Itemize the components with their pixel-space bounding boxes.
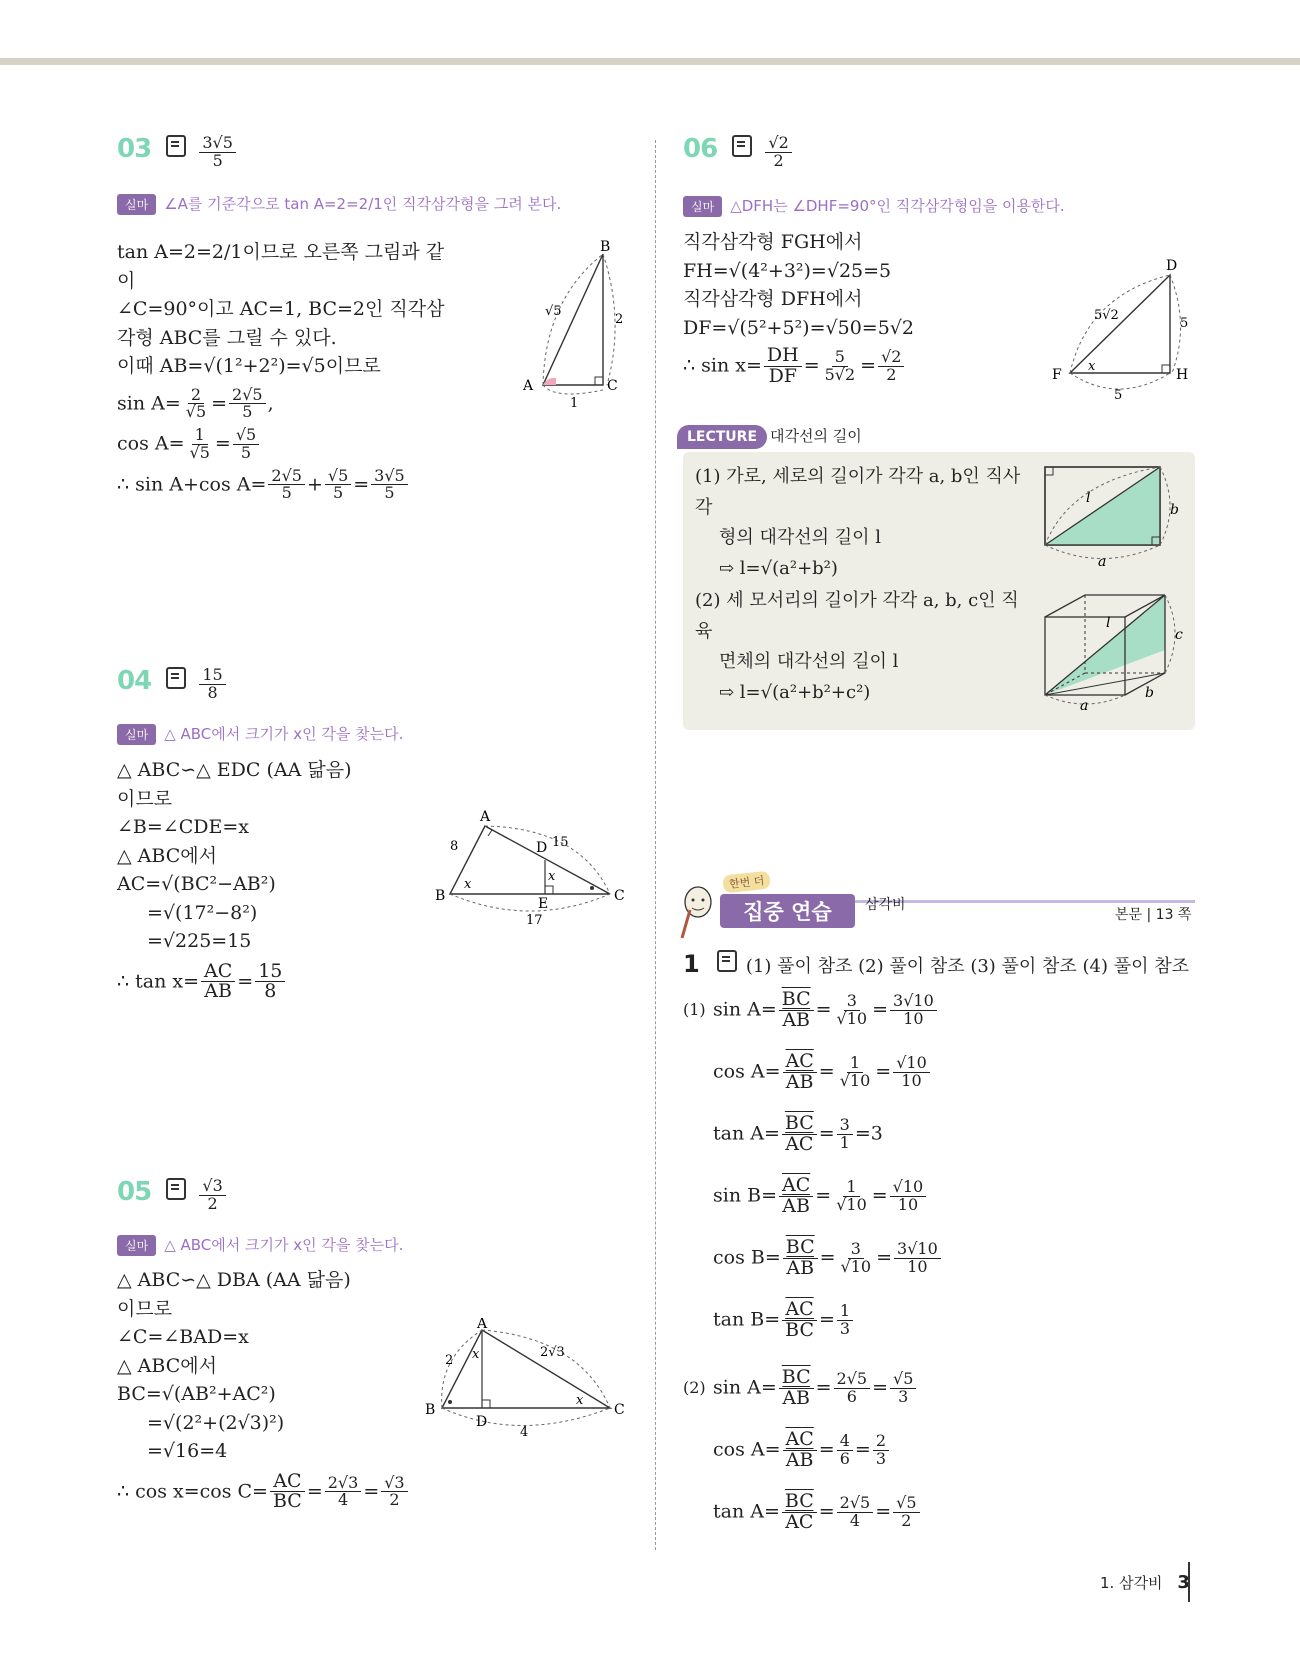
text-line: 면체의 대각선의 길이 l: [719, 651, 899, 673]
label-C: C: [607, 378, 618, 394]
equation-row: tan A= $\frac{\overline{BC}}{AC}$ = $\frac{2√5}{4}$ = $\frac{√5}{2}$: [713, 1492, 922, 1533]
q06-body: [683, 228, 1013, 387]
text-line: ⇨ l=√(a²+b²): [719, 557, 838, 579]
label-D: D: [536, 840, 548, 856]
q05-triangle-figure: [420, 1318, 630, 1438]
label-F: F: [1052, 367, 1062, 383]
q04-tan-line: ∴ tan x= $\frac{AC}{AB}$ = $\frac{15}{8}$: [117, 962, 417, 1003]
hint-tag: 실마: [683, 196, 722, 217]
q05-answer: $\frac{√3}{2}$: [199, 1178, 225, 1213]
q05-cos-line: ∴ cos x=cos C= $\frac{AC}{BC}$ = $\frac{2√3}{4}$ = $\frac{√3}{2}$: [117, 1472, 417, 1513]
q06-answer: $\frac{√2}{2}$: [765, 135, 791, 170]
text-line: AC=√(BC²−AB²): [117, 873, 276, 895]
text-line: △ ABC에서: [117, 844, 217, 867]
q03-body: [117, 238, 457, 502]
part-label: (1): [683, 1000, 706, 1019]
q06-triangle-figure: [1048, 255, 1198, 405]
text-line: △ ABC에서: [117, 1354, 217, 1377]
hint-text: △DFH는 ∠DHF=90°인 직각삼각형임을 이용한다.: [730, 197, 1065, 215]
text-line: 이므로: [117, 1297, 173, 1320]
cuboid-diagonal-figure: [1040, 585, 1200, 715]
label-x: x: [1088, 359, 1096, 374]
text-line: ∠B=∠CDE=x: [117, 816, 249, 838]
label-C: C: [614, 1402, 625, 1418]
focus-title: 집중 연습: [720, 894, 855, 928]
text-line: 직각삼각형 FGH에서: [683, 231, 863, 253]
hint-text: △ ABC에서 크기가 x인 각을 찾는다.: [164, 1236, 404, 1254]
label-B: B: [600, 240, 611, 255]
label-dh: 5: [1180, 316, 1189, 331]
answer-icon: [166, 667, 186, 689]
hint-tag: 실마: [117, 194, 156, 215]
text-line: 각형 ABC를 그릴 수 있다.: [117, 326, 337, 349]
text-line: 이므로: [117, 787, 173, 810]
text-line: ∠C=90°이고 AC=1, BC=2인 직각삼: [117, 298, 445, 320]
text-line: (2) 세 모서리의 길이가 각각 a, b, c인 직육: [695, 590, 1019, 642]
text-line: ∠C=∠BAD=x: [117, 1326, 249, 1348]
p1-answers: (1) 풀이 참조 (2) 풀이 참조 (3) 풀이 참조 (4) 풀이 참조: [745, 956, 1190, 977]
label-c: c: [1175, 627, 1183, 643]
label-fh: 5: [1114, 388, 1123, 403]
label-ab: 8: [450, 839, 459, 854]
q03-hint: [117, 193, 561, 215]
label-dc: 15: [552, 835, 569, 850]
equation-row: tan A= $\frac{\overline{BC}}{AC}$ = $\frac{3}{1}$ =3: [713, 1112, 883, 1155]
lecture-item-1: [695, 462, 1025, 584]
focus-topic: 삼각비: [865, 897, 906, 913]
part-label: (2): [683, 1378, 706, 1397]
q04-header: [117, 666, 228, 702]
label-B: B: [435, 888, 446, 904]
text-line: 형의 대각선의 길이 l: [719, 527, 882, 549]
q03-sum-line: ∴ sin A+cos A= $\frac{2√5}{5}$ + $\frac{√5}{5}$ = $\frac{3√5}{5}$: [117, 468, 457, 503]
focus-badge: 한번 더: [722, 871, 771, 894]
hint-tag: 실마: [117, 1235, 156, 1256]
equation-row: sin A= $\frac{\overline{BC}}{AB}$ = $\frac{3}{√10}$ = $\frac{3√10}{10}$: [713, 990, 939, 1031]
rectangle-diagonal-figure: [1040, 462, 1190, 572]
q05-hint: [117, 1234, 403, 1256]
text-line: 이때 AB=√(1²+2²)=√5이므로: [117, 355, 381, 377]
label-x: x: [576, 1393, 584, 1408]
label-D: D: [1166, 258, 1178, 274]
label-b: b: [1145, 685, 1154, 701]
q03-number: 03: [117, 134, 152, 164]
label-A: A: [480, 809, 491, 825]
label-ac: 1: [570, 396, 579, 410]
label-A: A: [477, 1318, 488, 1332]
q04-number: 04: [117, 666, 152, 696]
text-line: △ ABC∽△ EDC (AA 닮음): [117, 759, 352, 781]
p1-header: [683, 950, 1189, 978]
lecture-tag: LECTURE: [677, 425, 767, 449]
q04-body: [117, 756, 417, 1002]
page-reference: 본문 | 13 쪽: [1115, 907, 1192, 923]
q05-header: [117, 1177, 228, 1213]
equation-row: tan B= $\frac{\overline{AC}}{BC}$ = $\frac{1}{3}$: [713, 1300, 855, 1341]
answer-icon: [166, 1178, 186, 1200]
q03-header: [117, 134, 238, 170]
answer-icon: [732, 135, 752, 157]
label-l: l: [1106, 615, 1111, 631]
label-x: x: [548, 869, 556, 884]
q04-hint: [117, 723, 403, 745]
text-line: =√(17²−8²): [147, 901, 258, 924]
column-divider: [655, 140, 656, 1550]
footer-rule: [1188, 1562, 1190, 1602]
answer-icon: [717, 950, 737, 972]
mascot-icon: [678, 880, 720, 940]
label-B: B: [425, 1402, 436, 1418]
q03-triangle-figure: [515, 240, 635, 410]
equation-row: cos A= $\frac{\overline{AC}}{AB}$ = $\frac{4}{6}$ = $\frac{2}{3}$: [713, 1430, 891, 1471]
label-ab: √5: [545, 304, 562, 319]
label-x: x: [464, 877, 472, 892]
equation-row: sin B= $\frac{\overline{AC}}{AB}$ = $\frac{1}{√10}$ = $\frac{√10}{10}$: [713, 1176, 928, 1217]
text-line: =√16=4: [147, 1440, 228, 1462]
label-a: a: [1098, 554, 1107, 570]
lecture-item-2: [695, 586, 1025, 708]
answer-icon: [166, 135, 186, 157]
label-bc: 2: [615, 312, 624, 327]
q06-hint: [683, 195, 1065, 217]
q05-number: 05: [117, 1177, 152, 1207]
q03-answer: $\frac{3√5}{5}$: [199, 135, 236, 170]
label-H: H: [1176, 367, 1189, 383]
q03-cos-line: cos A= $\frac{1}{√5}$ = $\frac{√5}{5}$: [117, 427, 457, 462]
lecture-title: 대각선의 길이: [770, 427, 862, 445]
hint-text: ∠A를 기준각으로 tan A=2=2/1인 직각삼각형을 그려 본다.: [164, 195, 562, 213]
label-ab: 2: [445, 1353, 454, 1368]
label-l: l: [1086, 490, 1091, 506]
q04-answer: $\frac{15}{8}$: [199, 667, 225, 702]
label-x: x: [472, 1347, 480, 1362]
label-E: E: [538, 896, 549, 912]
equation-row: cos A= $\frac{\overline{AC}}{AB}$ = $\frac{1}{√10}$ = $\frac{√10}{10}$: [713, 1052, 932, 1093]
text-line: △ ABC∽△ DBA (AA 닮음): [117, 1269, 351, 1291]
q06-header: [683, 134, 794, 170]
q05-body: [117, 1266, 417, 1512]
label-df: 5√2: [1094, 308, 1119, 323]
page-number: 3: [1177, 1572, 1190, 1593]
top-bar: [0, 58, 1300, 65]
chapter-label: 1. 삼각비: [1100, 1574, 1163, 1592]
text-line: =√(2²+(2√3)²): [147, 1411, 285, 1434]
label-D: D: [476, 1414, 488, 1430]
page-footer: [1100, 1572, 1190, 1593]
q03-sin-line: sin A= $\frac{2}{√5}$ = $\frac{2√5}{5}$ ,: [117, 384, 274, 422]
hint-text: △ ABC에서 크기가 x인 각을 찾는다.: [164, 725, 404, 743]
label-ac: 2√3: [540, 1345, 565, 1360]
hint-tag: 실마: [117, 724, 156, 745]
text-line: tan A=2=2/1이므로 오른쪽 그림과 같이: [117, 241, 445, 292]
text-line: ⇨ l=√(a²+b²+c²): [719, 681, 871, 703]
equation-row: sin A= $\frac{\overline{BC}}{AB}$ = $\frac{2√5}{6}$ = $\frac{√5}{3}$: [713, 1368, 918, 1409]
label-A: A: [523, 378, 534, 394]
equation-row: cos B= $\frac{\overline{BC}}{AB}$ = $\frac{3}{√10}$ = $\frac{3√10}{10}$: [713, 1238, 943, 1279]
q06-number: 06: [683, 134, 718, 164]
q06-sin-line: ∴ sin x= $\frac{DH}{DF}$ = $\frac{5}{5√2}$ = $\frac{√2}{2}$: [683, 346, 1013, 387]
label-bc: 17: [526, 913, 543, 928]
q04-triangle-figure: [430, 808, 630, 928]
text-line: FH=√(4²+3²)=√25=5: [683, 259, 892, 282]
text-line: DF=√(5²+5²)=√50=5√2: [683, 316, 915, 339]
p1-number: 1: [683, 950, 700, 978]
text-line: =√225=15: [147, 930, 252, 952]
label-C: C: [614, 888, 625, 904]
label-bc: 4: [520, 1425, 529, 1438]
label-a: a: [1080, 698, 1089, 714]
label-b: b: [1170, 502, 1179, 518]
text-line: (1) 가로, 세로의 길이가 각각 a, b인 직사각: [695, 466, 1021, 518]
text-line: 직각삼각형 DFH에서: [683, 288, 863, 310]
text-line: BC=√(AB²+AC²): [117, 1383, 276, 1405]
